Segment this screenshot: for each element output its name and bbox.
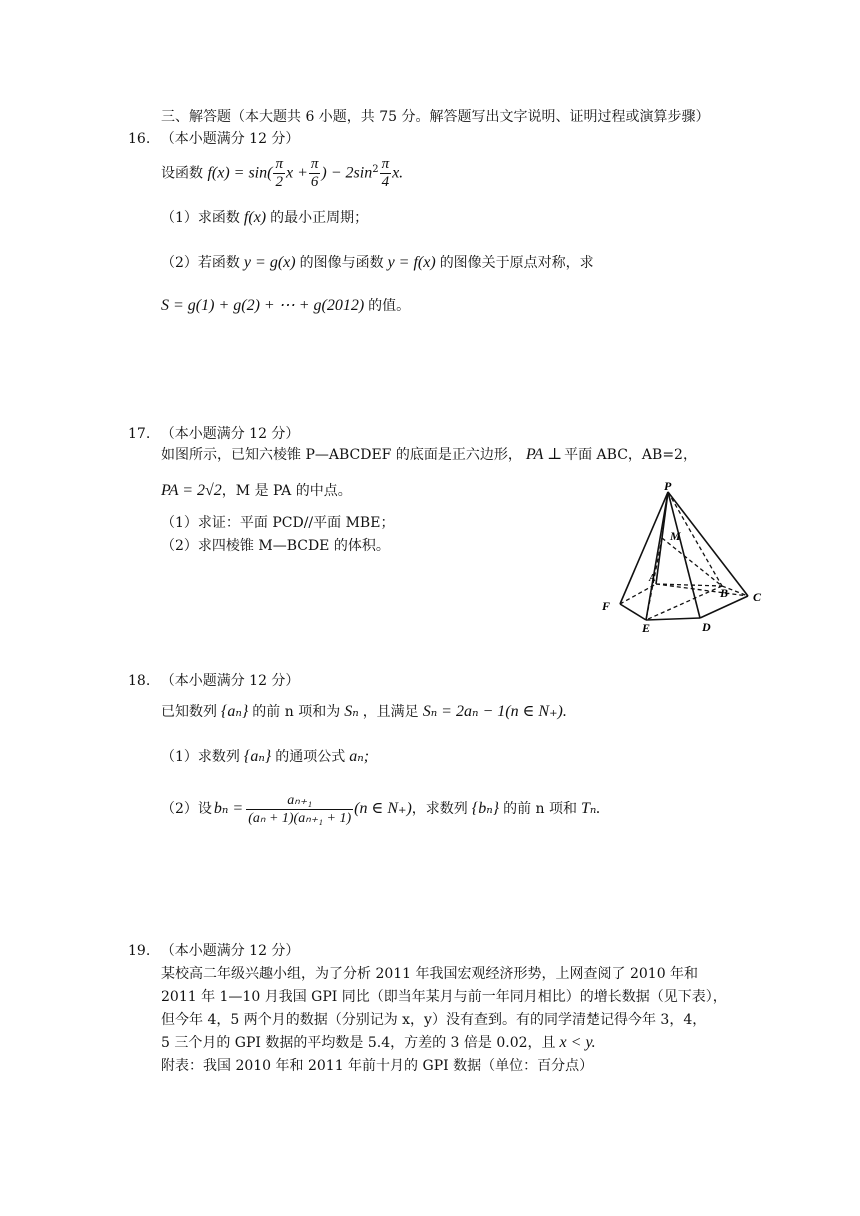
q19-number: 19. — [128, 943, 151, 959]
q17-part1: （1）求证：平面 PCD//平面 MBE； — [161, 515, 395, 531]
q17-line1: 如图所示，已知六棱锥 P—ABCDEF 的底面是正六边形， PA ⊥ 平面 ABC，AB=2， — [161, 446, 697, 463]
q19-score: （本小题满分 12 分） — [160, 943, 300, 959]
label-M: M — [670, 529, 681, 543]
q17-score: （本小题满分 12 分） — [160, 426, 300, 442]
pyramid-figure — [590, 480, 790, 640]
section-header: 三、解答题（本大题共 6 小题，共 75 分。解答题写出文字说明、证明过程或演算步骤） — [161, 109, 710, 125]
q18-number: 18. — [128, 673, 151, 689]
q19-line4: 5 三个月的 GPI 数据的平均数是 5.4，方差的 3 倍是 0.02，且 x < y. — [161, 1034, 596, 1051]
q17-part2: （2）求四棱锥 M—BCDE 的体积。 — [161, 538, 390, 554]
q18-line1: 已知数列 {aₙ} 的前 n 项和为 Sₙ ，且满足 Sₙ = 2aₙ − 1(n ∈ N₊). — [161, 703, 567, 720]
label-D: D — [702, 620, 711, 634]
q18-part1: （1）求数列 {aₙ} 的通项公式 aₙ; — [161, 748, 370, 765]
q16-header — [128, 129, 299, 149]
q18-header — [128, 671, 299, 691]
q16-part2: （2）若函数 y = g(x) 的图像与函数 y = f(x) 的图像关于原点对称，求 — [161, 254, 594, 271]
q16-function — [161, 152, 403, 192]
q18-part2: （2）设 bₙ = $\frac{\text{aₙ₊₁}}{\text{(aₙ + 1)(aₙ₊₁ + 1)}}$ (n ∈ N₊)，求数列 {bₙ} 的前 n 项和 Tₙ. — [161, 792, 601, 826]
q16-frac-pi-6: $\frac{\pi}{6}$ — [310, 156, 319, 191]
q16-sum: S = g(1) + g(2) + ⋯ + g(2012) 的值。 — [161, 297, 411, 314]
q16-sup: 2 — [372, 164, 379, 175]
label-F: F — [602, 599, 611, 613]
q17-header — [128, 424, 299, 444]
q19-header — [128, 941, 299, 961]
q16-func-mid: x + — [285, 164, 308, 182]
q16-func-end: x. — [392, 164, 404, 182]
q16-part1: （1）求函数 f(x) 的最小正周期； — [161, 209, 369, 226]
q17-line2: PA = 2√2，M 是 PA 的中点。 — [161, 482, 352, 499]
q16-func-lhs: f(x) = sin( — [207, 164, 273, 182]
q16-number: 16. — [128, 131, 151, 147]
q19-line5: 附表：我国 2010 年和 2011 年前十月的 GPI 数据（单位：百分点） — [161, 1058, 594, 1074]
q17-number: 17. — [128, 426, 151, 442]
q16-intro: 设函数 — [161, 165, 203, 182]
q16-frac-pi-2: $\frac{\pi}{2}$ — [275, 156, 283, 191]
q19-line1: 某校高二年级兴趣小组，为了分析 2011 年我国宏观经济形势，上网查阅了 2010 年和 — [161, 966, 699, 982]
q16-frac-pi-4: $\frac{\pi}{4}$ — [381, 156, 390, 191]
label-C: C — [753, 590, 762, 604]
label-A: A — [649, 573, 656, 584]
label-B: B — [720, 586, 729, 600]
q18-score: （本小题满分 12 分） — [160, 673, 300, 689]
q16-func-tail: ) − 2sin — [321, 164, 373, 182]
q18-fraction: $\frac{\text{aₙ₊₁}}{\text{(aₙ + 1)(aₙ₊₁ + 1)}}$ — [248, 792, 352, 826]
q19-line3: 但今年 4，5 两个月的数据（分别记为 x，y）没有查到。有的同学清楚记得今年 3，4， — [161, 1012, 707, 1028]
q16-score: （本小题满分 12 分） — [160, 131, 300, 147]
label-E: E — [642, 621, 651, 635]
q19-line2: 2011 年 1—10 月我国 GPI 同比（即当年某月与前一年同月相比）的增长数据（见下表）， — [161, 989, 727, 1005]
label-P: P — [664, 480, 672, 493]
